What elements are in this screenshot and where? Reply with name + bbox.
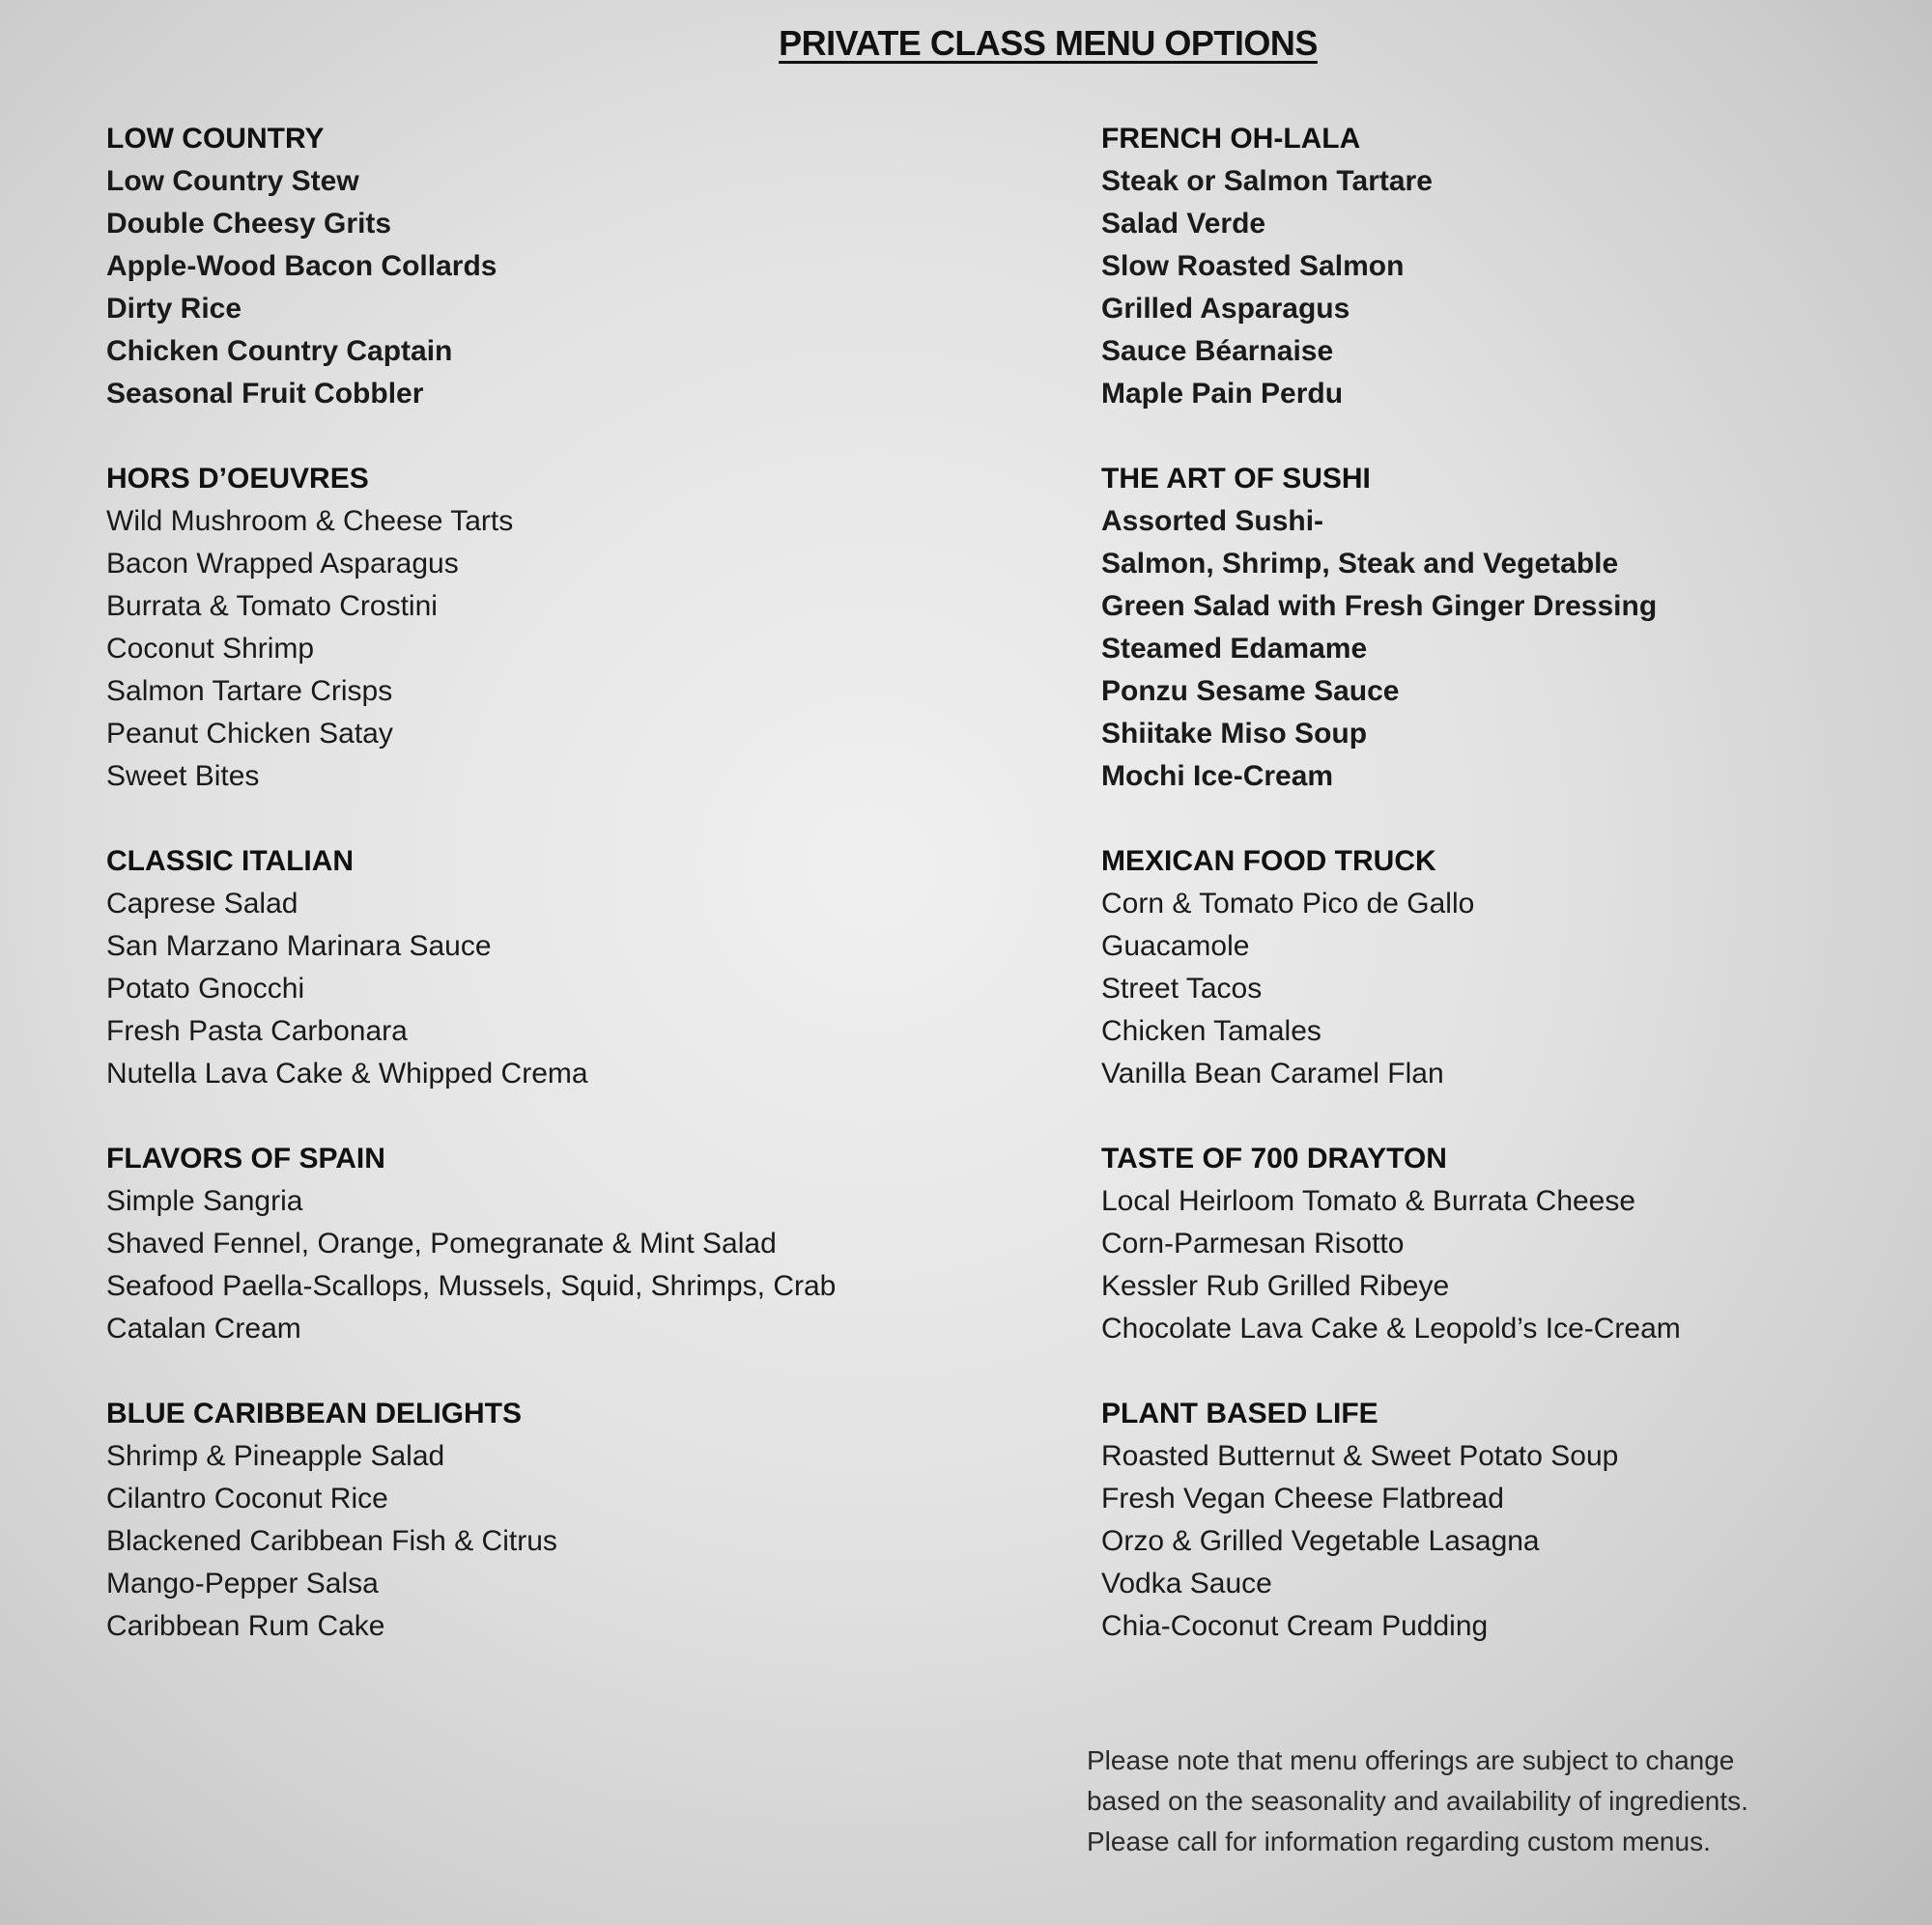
section-title: FRENCH OH-LALA bbox=[1101, 123, 1361, 155]
menu-item: Shaved Fennel, Orange, Pomegranate & Mint Salad bbox=[106, 1228, 777, 1260]
menu-item: Nutella Lava Cake & Whipped Crema bbox=[106, 1058, 588, 1090]
menu-item: Salmon Tartare Crisps bbox=[106, 675, 393, 707]
menu-item: Steamed Edamame bbox=[1101, 633, 1368, 665]
menu-item: Catalan Cream bbox=[106, 1313, 301, 1345]
menu-item: Apple-Wood Bacon Collards bbox=[106, 250, 497, 282]
menu-item: Seasonal Fruit Cobbler bbox=[106, 378, 424, 410]
menu-section-plant-based bbox=[1101, 1393, 1893, 1648]
menu-item: Shrimp & Pineapple Salad bbox=[106, 1440, 445, 1472]
menu-item: Chicken Tamales bbox=[1101, 1015, 1321, 1047]
menu-item: San Marzano Marinara Sauce bbox=[106, 930, 492, 962]
menu-item: Bacon Wrapped Asparagus bbox=[106, 548, 459, 580]
section-title: BLUE CARIBBEAN DELIGHTS bbox=[106, 1398, 523, 1430]
menu-item: Sauce Béarnaise bbox=[1101, 335, 1334, 367]
menu-item: Chia-Coconut Cream Pudding bbox=[1101, 1610, 1489, 1642]
menu-section-sushi bbox=[1101, 458, 1893, 840]
menu-item: Mango-Pepper Salsa bbox=[106, 1568, 379, 1599]
menu-item: Vanilla Bean Caramel Flan bbox=[1101, 1058, 1444, 1090]
left-column bbox=[106, 118, 976, 1648]
menu-item: Salmon, Shrimp, Steak and Vegetable bbox=[1101, 548, 1619, 580]
section-title: MEXICAN FOOD TRUCK bbox=[1101, 845, 1436, 877]
menu-item: Corn-Parmesan Risotto bbox=[1101, 1228, 1405, 1260]
section-title: FLAVORS OF SPAIN bbox=[106, 1143, 385, 1175]
menu-item: Steak or Salmon Tartare bbox=[1101, 165, 1433, 197]
menu-item: Potato Gnocchi bbox=[106, 973, 305, 1005]
menu-item: Cilantro Coconut Rice bbox=[106, 1483, 388, 1515]
menu-item: Street Tacos bbox=[1101, 973, 1263, 1005]
menu-item: Chocolate Lava Cake & Leopold’s Ice-Cream bbox=[1101, 1313, 1681, 1345]
menu-item: Burrata & Tomato Crostini bbox=[106, 590, 438, 622]
section-title: CLASSIC ITALIAN bbox=[106, 845, 355, 877]
menu-section-classic-italian bbox=[106, 840, 976, 1138]
section-spacer bbox=[1101, 798, 1893, 840]
menu-item: Chicken Country Captain bbox=[106, 335, 453, 367]
menu-item: Fresh Vegan Cheese Flatbread bbox=[1101, 1483, 1504, 1515]
menu-item: Dirty Rice bbox=[106, 293, 242, 325]
menu-item: Double Cheesy Grits bbox=[106, 208, 392, 240]
menu-item: Caribbean Rum Cake bbox=[106, 1610, 385, 1642]
menu-item: Kessler Rub Grilled Ribeye bbox=[1101, 1270, 1450, 1302]
note-line: based on the seasonality and availability of ingredients. bbox=[1087, 1786, 1748, 1816]
menu-item: Mochi Ice-Cream bbox=[1101, 760, 1334, 792]
section-title: THE ART OF SUSHI bbox=[1101, 463, 1371, 495]
right-column bbox=[1101, 118, 1893, 1648]
menu-item: Seafood Paella-Scallops, Mussels, Squid, Shrimps, Crab bbox=[106, 1270, 837, 1302]
menu-item: Assorted Sushi- bbox=[1101, 505, 1324, 537]
menu-item: Shiitake Miso Soup bbox=[1101, 718, 1368, 750]
menu-section-drayton bbox=[1101, 1138, 1893, 1393]
menu-item: Coconut Shrimp bbox=[106, 633, 315, 665]
menu-item: Ponzu Sesame Sauce bbox=[1101, 675, 1400, 707]
menu-item: Maple Pain Perdu bbox=[1101, 378, 1344, 410]
menu-item: Simple Sangria bbox=[106, 1185, 303, 1217]
menu-item: Blackened Caribbean Fish & Citrus bbox=[106, 1525, 557, 1557]
menu-item: Peanut Chicken Satay bbox=[106, 718, 393, 750]
menu-item: Orzo & Grilled Vegetable Lasagna bbox=[1101, 1525, 1540, 1557]
section-title: HORS D’OEUVRES bbox=[106, 463, 369, 495]
menu-section-french bbox=[1101, 118, 1893, 458]
section-spacer bbox=[1101, 1095, 1893, 1138]
menu-section-low-country bbox=[106, 118, 976, 458]
section-spacer bbox=[1101, 1350, 1893, 1393]
menu-item: Fresh Pasta Carbonara bbox=[106, 1015, 408, 1047]
section-spacer bbox=[106, 1095, 976, 1138]
menu-section-flavors-of-spain bbox=[106, 1138, 976, 1393]
section-spacer bbox=[106, 798, 976, 840]
menu-item: Vodka Sauce bbox=[1101, 1568, 1272, 1599]
menu-item: Grilled Asparagus bbox=[1101, 293, 1350, 325]
note-line: Please call for information regarding custom menus. bbox=[1087, 1826, 1711, 1856]
menu-item: Corn & Tomato Pico de Gallo bbox=[1101, 888, 1475, 920]
availability-note bbox=[1087, 1741, 1918, 1862]
section-spacer bbox=[106, 415, 976, 458]
menu-item: Green Salad with Fresh Ginger Dressing bbox=[1101, 590, 1658, 622]
section-title: LOW COUNTRY bbox=[106, 123, 325, 155]
section-spacer bbox=[1101, 415, 1893, 458]
page-title: PRIVATE CLASS MENU OPTIONS bbox=[779, 23, 1318, 63]
menu-item: Roasted Butternut & Sweet Potato Soup bbox=[1101, 1440, 1619, 1472]
note-line: Please note that menu offerings are subject to change bbox=[1087, 1745, 1735, 1775]
section-title: PLANT BASED LIFE bbox=[1101, 1398, 1378, 1430]
menu-item: Sweet Bites bbox=[106, 760, 260, 792]
menu-item: Slow Roasted Salmon bbox=[1101, 250, 1405, 282]
menu-section-hors-doeuvres bbox=[106, 458, 976, 840]
section-title: TASTE OF 700 DRAYTON bbox=[1101, 1143, 1447, 1175]
menu-item: Local Heirloom Tomato & Burrata Cheese bbox=[1101, 1185, 1636, 1217]
section-spacer bbox=[106, 1350, 976, 1393]
menu-item: Salad Verde bbox=[1101, 208, 1266, 240]
menu-item: Guacamole bbox=[1101, 930, 1250, 962]
menu-section-mexican bbox=[1101, 840, 1893, 1138]
menu-item: Caprese Salad bbox=[106, 888, 298, 920]
menu-item: Low Country Stew bbox=[106, 165, 359, 197]
menu-section-blue-caribbean bbox=[106, 1393, 976, 1648]
menu-item: Wild Mushroom & Cheese Tarts bbox=[106, 505, 514, 537]
